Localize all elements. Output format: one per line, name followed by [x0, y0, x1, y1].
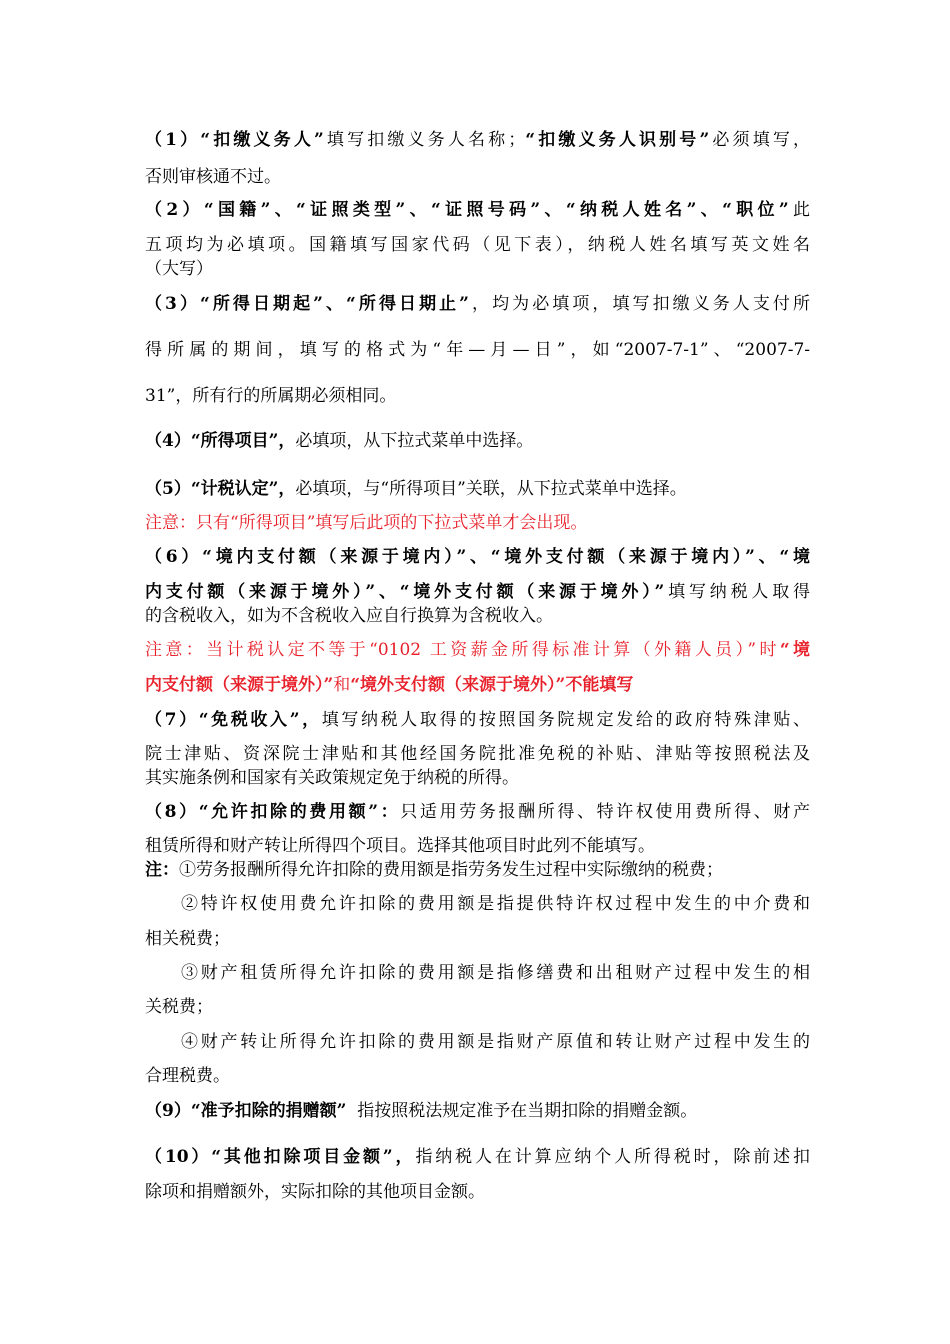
item-3-heading: （3）“所得日期起”、“所得日期止”	[145, 294, 469, 314]
item-8-note-4-line-1: ④财产转让所得允许扣除的费用额是指财产原值和转让财产过程中发生的	[181, 1032, 810, 1052]
item-7-heading: （7）“免税收入”，	[145, 710, 322, 730]
item-5-heading: （5）“计税认定”，	[145, 479, 296, 499]
item-6-heading: （6）“境内支付额（来源于境内）”、“境外支付额（来源于境内）”、“境	[145, 547, 810, 567]
item-3-line-3: 31”，所有行的所属期必须相同。	[145, 386, 397, 406]
item-9-heading: （9）“准予扣除的捐赠额”	[145, 1101, 347, 1121]
item-10-line-2: 除项和捐赠额外，实际扣除的其他项目金额。	[145, 1182, 485, 1202]
item-7-line-2: 院士津贴、资深院士津贴和其他经国务院批准免税的补贴、津贴等按照税法及	[145, 744, 810, 764]
item-5-note: 注意：只有“所得项目”填写后此项的下拉式菜单才会出现。	[145, 513, 588, 533]
item-4-heading: （4）“所得项目”，	[145, 431, 296, 451]
item-6-note-line-1: 注意：当计税认定不等于“0102 工资薪金所得标准计算（外籍人员）”时“境	[145, 640, 810, 660]
item-1-heading: （1）“扣缴义务人”	[145, 130, 324, 150]
item-5-line-1: （5）“计税认定”，必填项，与“所得项目”关联，从下拉式菜单中选择。	[145, 479, 687, 499]
item-1-line-1: （1）“扣缴义务人”填写扣缴义务人名称；“扣缴义务人识别号”必须填写，	[145, 130, 810, 150]
item-6-note-line-2: 内支付额（来源于境外）”和“境外支付额（来源于境外）”不能填写	[145, 675, 634, 695]
item-6-line-1	[145, 545, 810, 569]
item-1-line-2: 否则审核通不过。	[145, 167, 281, 187]
item-4-line-1: （4）“所得项目”，必填项，从下拉式菜单中选择。	[145, 431, 534, 451]
item-10-heading: （10）“其他扣除项目金额”，	[145, 1147, 416, 1167]
item-2-line-3: （大写）	[145, 259, 213, 279]
item-2-line-2: 五项均为必填项。国籍填写国家代码（见下表），纳税人姓名填写英文姓名	[145, 235, 810, 255]
item-6-line-3: 的含税收入，如为不含税收入应自行换算为含税收入。	[145, 606, 553, 626]
item-8-note-3-line-2: 关税费；	[145, 997, 213, 1017]
item-3-line-1: （3）“所得日期起”、“所得日期止”，均为必填项，填写扣缴义务人支付所	[145, 294, 810, 314]
item-10-line-1: （10）“其他扣除项目金额”，指纳税人在计算应纳个人所得税时，除前述扣	[145, 1147, 810, 1167]
item-7-line-1: （7）“免税收入”，填写纳税人取得的按照国务院规定发给的政府特殊津贴、	[145, 710, 810, 730]
item-2-line-1: （2）“国籍”、“证照类型”、“证照号码”、“纳税人姓名”、“职位”此	[145, 200, 810, 220]
item-3-line-2: 得所属的期间，填写的格式为“年—月—日”，如“2007-7-1”、“2007-7-	[145, 340, 810, 360]
item-8-line-2: 租赁所得和财产转让所得四个项目。选择其他项目时此列不能填写。	[145, 836, 655, 856]
item-8-heading: （8）“允许扣除的费用额”：	[145, 802, 401, 822]
item-7-line-3: 其实施条例和国家有关政策规定免于纳税的所得。	[145, 768, 519, 788]
item-6-line-2: 内支付额（来源于境外）”、“境外支付额（来源于境外）”填写纳税人取得	[145, 582, 810, 602]
item-8-note-4-line-2: 合理税费。	[145, 1066, 230, 1086]
item-9-line-1: （9）“准予扣除的捐赠额” 指按照税法规定准予在当期扣除的捐赠金额。	[145, 1101, 698, 1121]
item-8-note-3-line-1: ③财产租赁所得允许扣除的费用额是指修缮费和出租财产过程中发生的相	[181, 963, 810, 983]
item-8-note-1: 注：①劳务报酬所得允许扣除的费用额是指劳务发生过程中实际缴纳的税费；	[145, 860, 723, 880]
item-8-note-2-line-1: ②特许权使用费允许扣除的费用额是指提供特许权过程中发生的中介费和	[181, 894, 810, 914]
item-8-note-2-line-2: 相关税费；	[145, 929, 230, 949]
item-8-line-1: （8）“允许扣除的费用额”：只适用劳务报酬所得、特许权使用费所得、财产	[145, 802, 810, 822]
item-2-heading: （2）“国籍”、“证照类型”、“证照号码”、“纳税人姓名”、“职位”	[145, 200, 789, 220]
